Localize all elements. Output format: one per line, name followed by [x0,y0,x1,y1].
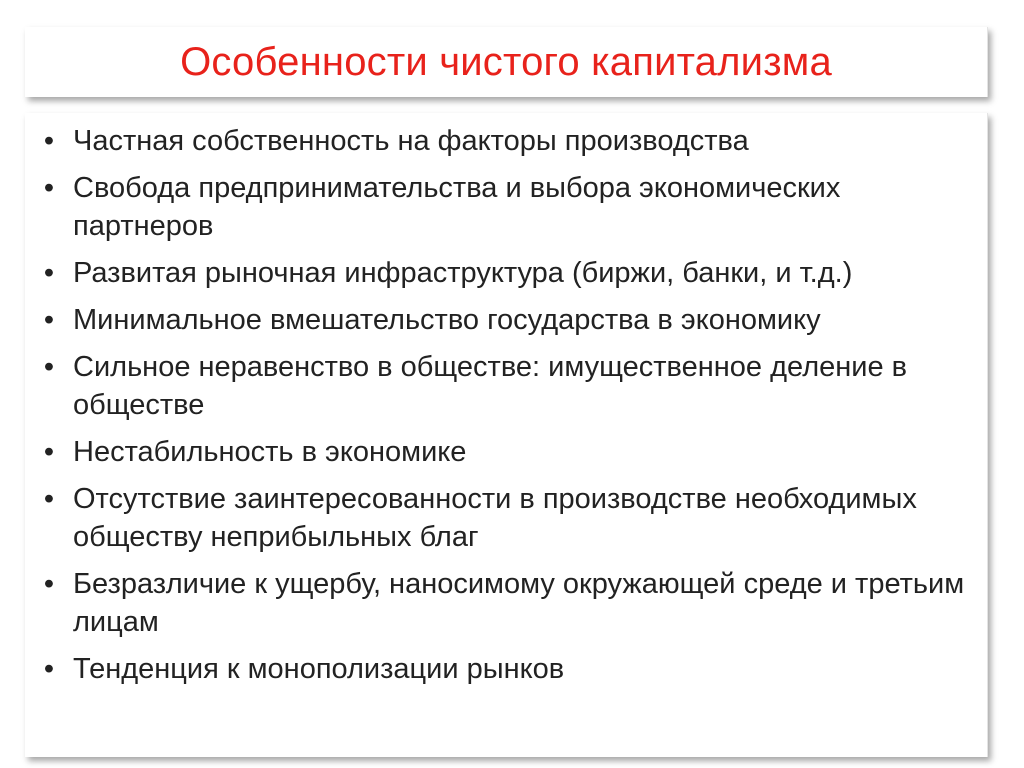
title-box [25,27,988,97]
bullet-list [39,122,969,697]
bullet-text: Отсутствие заинтересованности в производстве необходимых обществу неприбыльных благ [73,483,917,553]
bullet-item [39,480,969,556]
bullet-icon: • [43,436,55,468]
bullet-text: Тенденция к монополизации рынков [73,653,565,685]
bullet-text: Свобода предпринимательства и выбора экономических партнеров [73,172,841,242]
bullet-icon: • [43,483,55,515]
bullet-icon: • [43,568,55,600]
bullet-item [39,254,969,292]
bullet-item [39,169,969,245]
bullet-icon: • [43,304,55,336]
bullet-text: Частная собственность на факторы производства [73,125,749,157]
bullet-item [39,348,969,424]
bullet-item [39,301,969,339]
bullet-item [39,433,969,471]
bullet-text: Нестабильность в экономике [73,436,467,468]
slide-title: Особенности чистого капитализма [180,40,832,84]
bullet-item [39,122,969,160]
bullet-item [39,565,969,641]
bullet-icon: • [43,172,55,204]
bullet-icon: • [43,653,55,685]
bullet-item [39,650,969,688]
bullet-text: Развитая рыночная инфраструктура (биржи, банки, и т.д.) [73,257,853,289]
bullet-text: Безразличие к ущербу, наносимому окружающей среде и третьим лицам [73,568,965,638]
bullet-icon: • [43,257,55,289]
bullet-text: Сильное неравенство в обществе: имущественное деление в обществе [73,351,908,421]
bullet-icon: • [43,125,55,157]
bullet-icon: • [43,351,55,383]
content-box [25,113,988,757]
bullet-text: Минимальное вмешательство государства в экономику [73,304,821,336]
